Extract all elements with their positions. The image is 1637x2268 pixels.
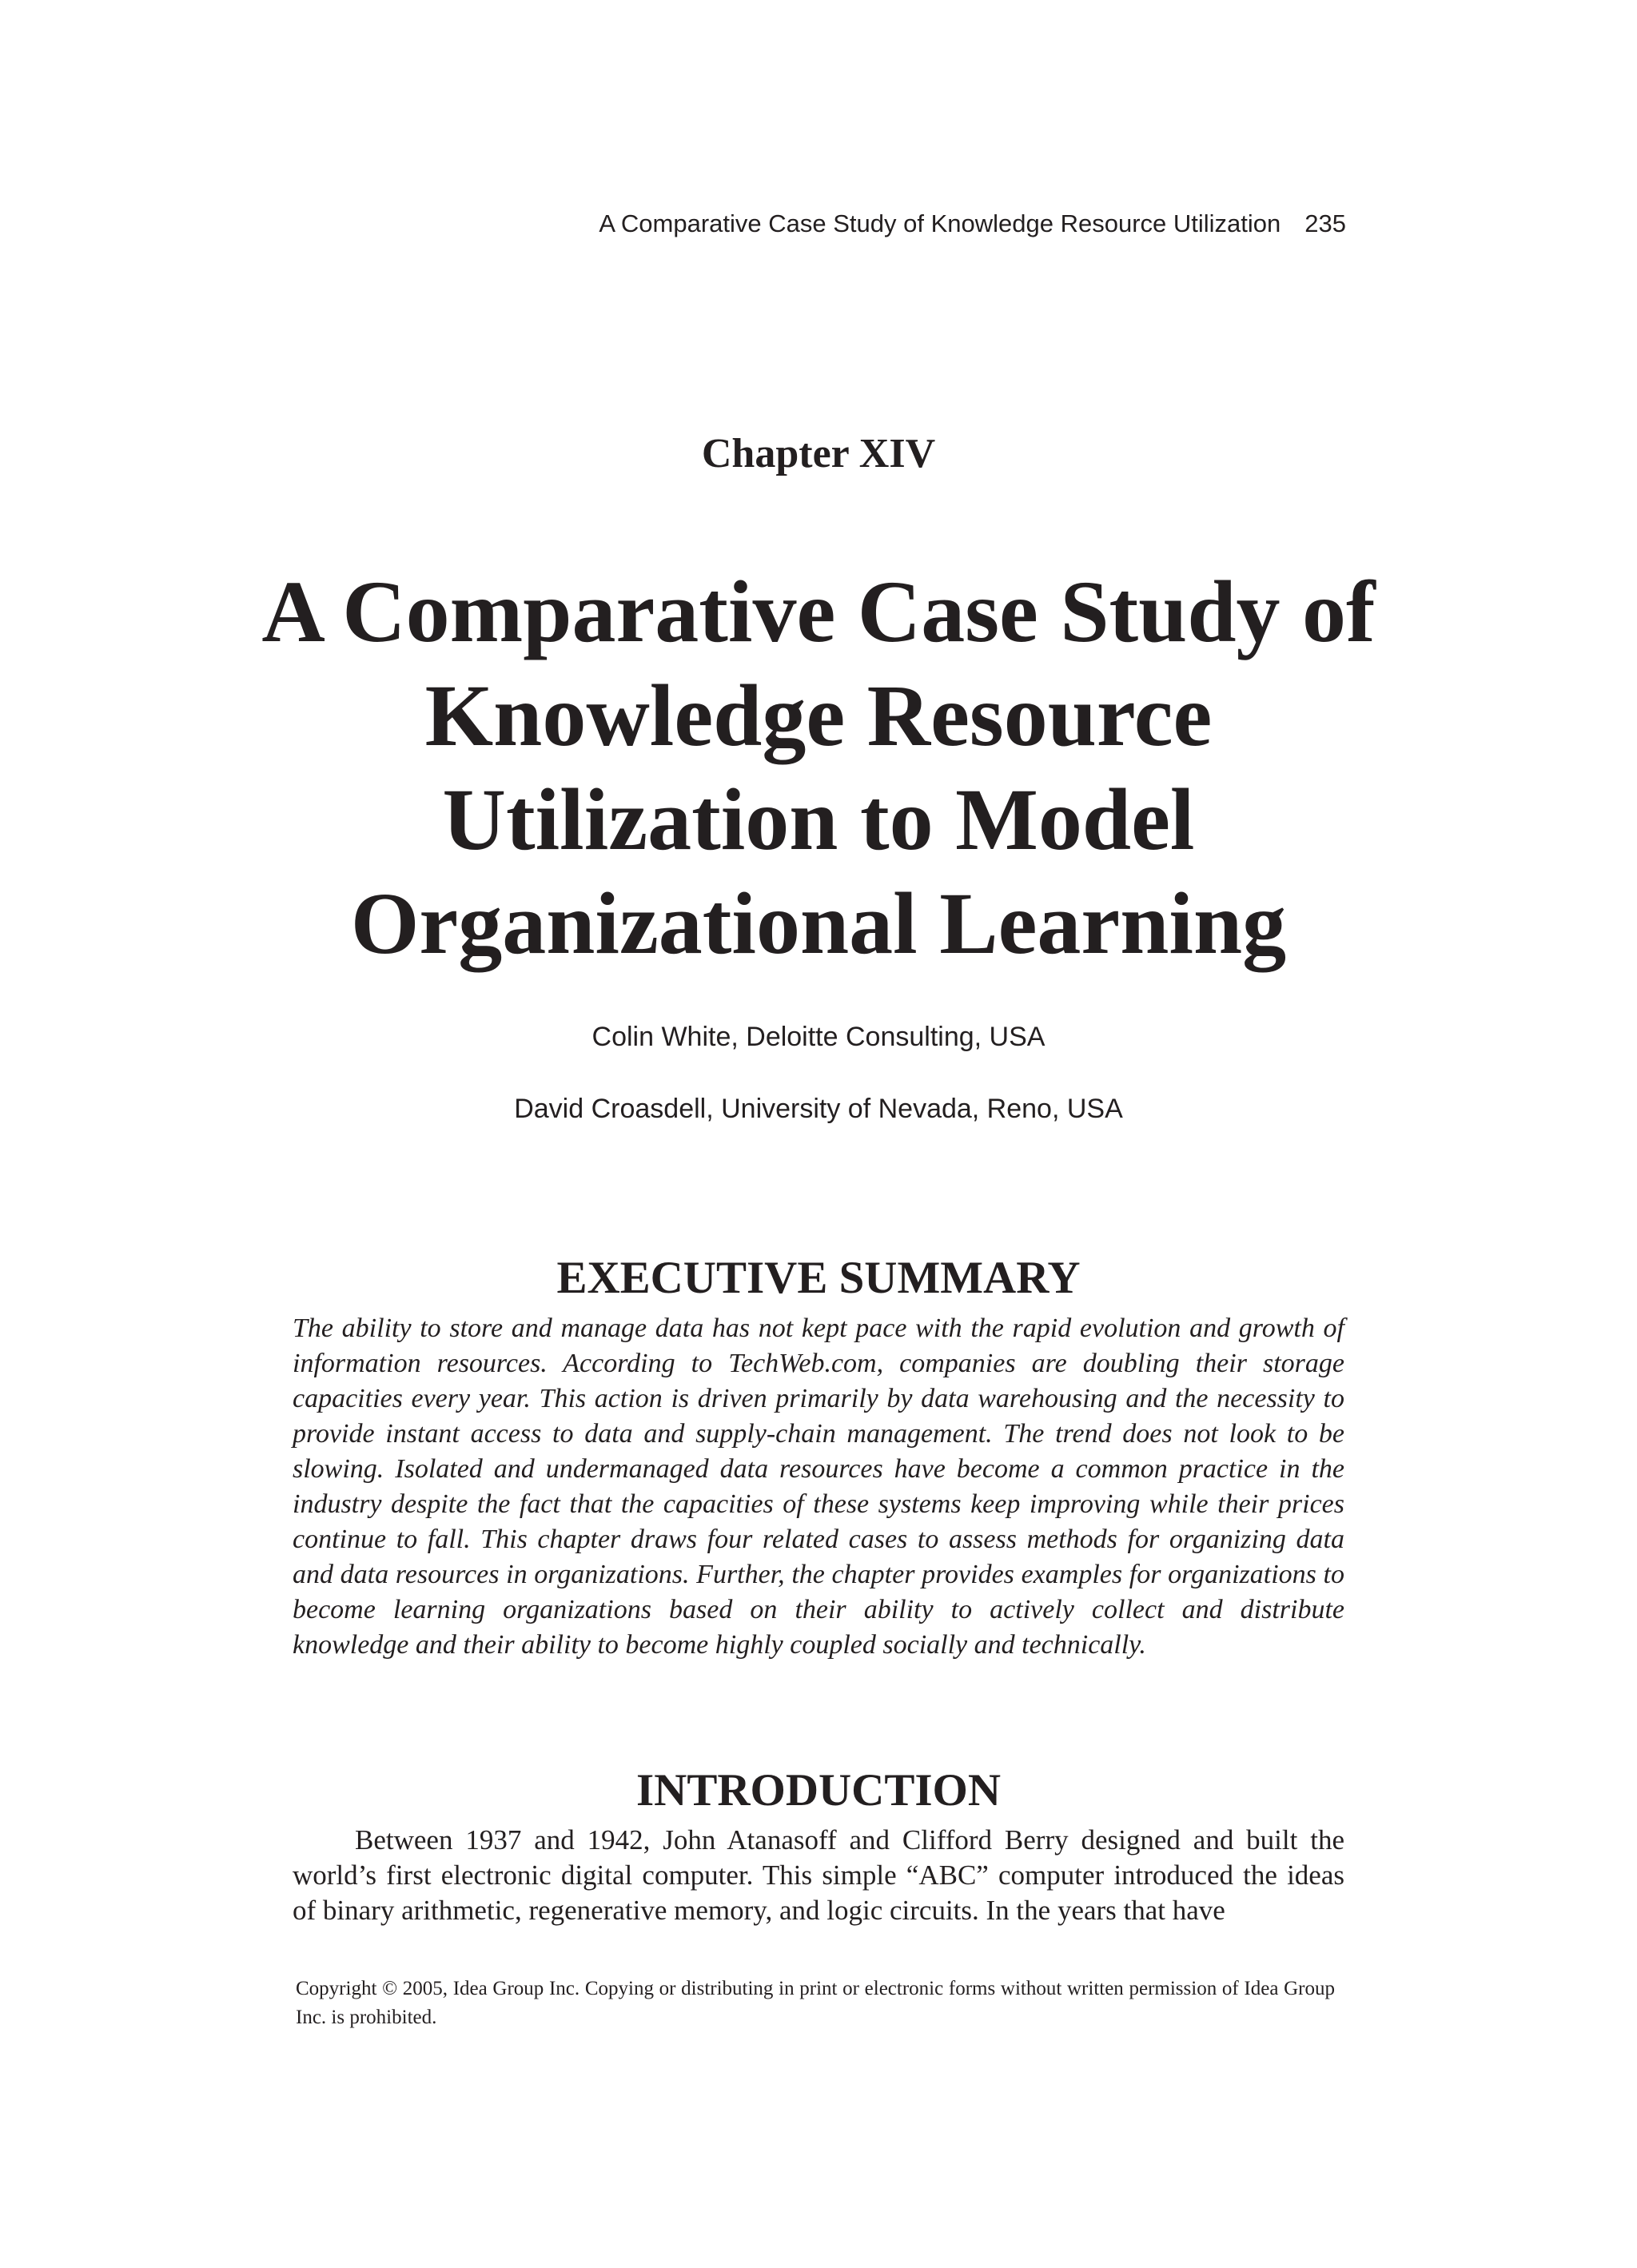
chapter-title-line-1: A Comparative Case Study of <box>261 563 1376 660</box>
introduction-heading: INTRODUCTION <box>635 1765 1002 1816</box>
executive-summary-text: The ability to store and manage data has not kept pace with the rapid evolution and growth of information resources. According to TechWeb.com, companies are doubling their storage capacities every year. This action is driven primarily by data warehousing and the necessity to provide instant access to data and supply-chain management. The trend does not look to be slowing. Isolated and undermanaged data resources have become a common practice in the industry despite the fact that the capacities of these systems keep improving while their prices continue to fall. This chapter draws four related cases to assess methods for organizing data and data resources in organizations. Further, the chapter provides examples for organizations to become learning organizations based on their ability to actively collect and distribute knowledge and their ability to become highly coupled socially and technically. <box>293 1313 1344 1660</box>
chapter-title-line-3: Utilization to Model <box>442 771 1195 868</box>
chapter-title <box>160 560 1477 975</box>
copyright-notice: Copyright © 2005, Idea Group Inc. Copying or distributing in print or electronic forms without written permission of Idea Group Inc. is prohibited. <box>296 1978 1335 2028</box>
chapter-label: Chapter XIV <box>701 431 936 476</box>
introduction-text: Between 1937 and 1942, John Atanasoff and Clifford Berry designed and built the world’s first electronic digital computer. This simple “ABC” computer introduced the ideas of binary arithmetic, regenerative memory, and logic circuits. In the years that have <box>293 1824 1344 1926</box>
running-head-title: A Comparative Case Study of Knowledge Resource Utilization <box>599 209 1281 237</box>
author-affiliation: Colin White, Deloitte Consulting, USA <box>591 1022 1046 1052</box>
author-affiliation: David Croasdell, University of Nevada, Reno, USA <box>514 1094 1123 1124</box>
running-head <box>599 209 1346 238</box>
chapter-title-line-2: Knowledge Resource <box>424 667 1213 764</box>
executive-summary-heading: EXECUTIVE SUMMARY <box>556 1253 1081 1303</box>
chapter-title-line-4: Organizational Learning <box>350 875 1287 972</box>
page-number: 235 <box>1304 209 1346 237</box>
